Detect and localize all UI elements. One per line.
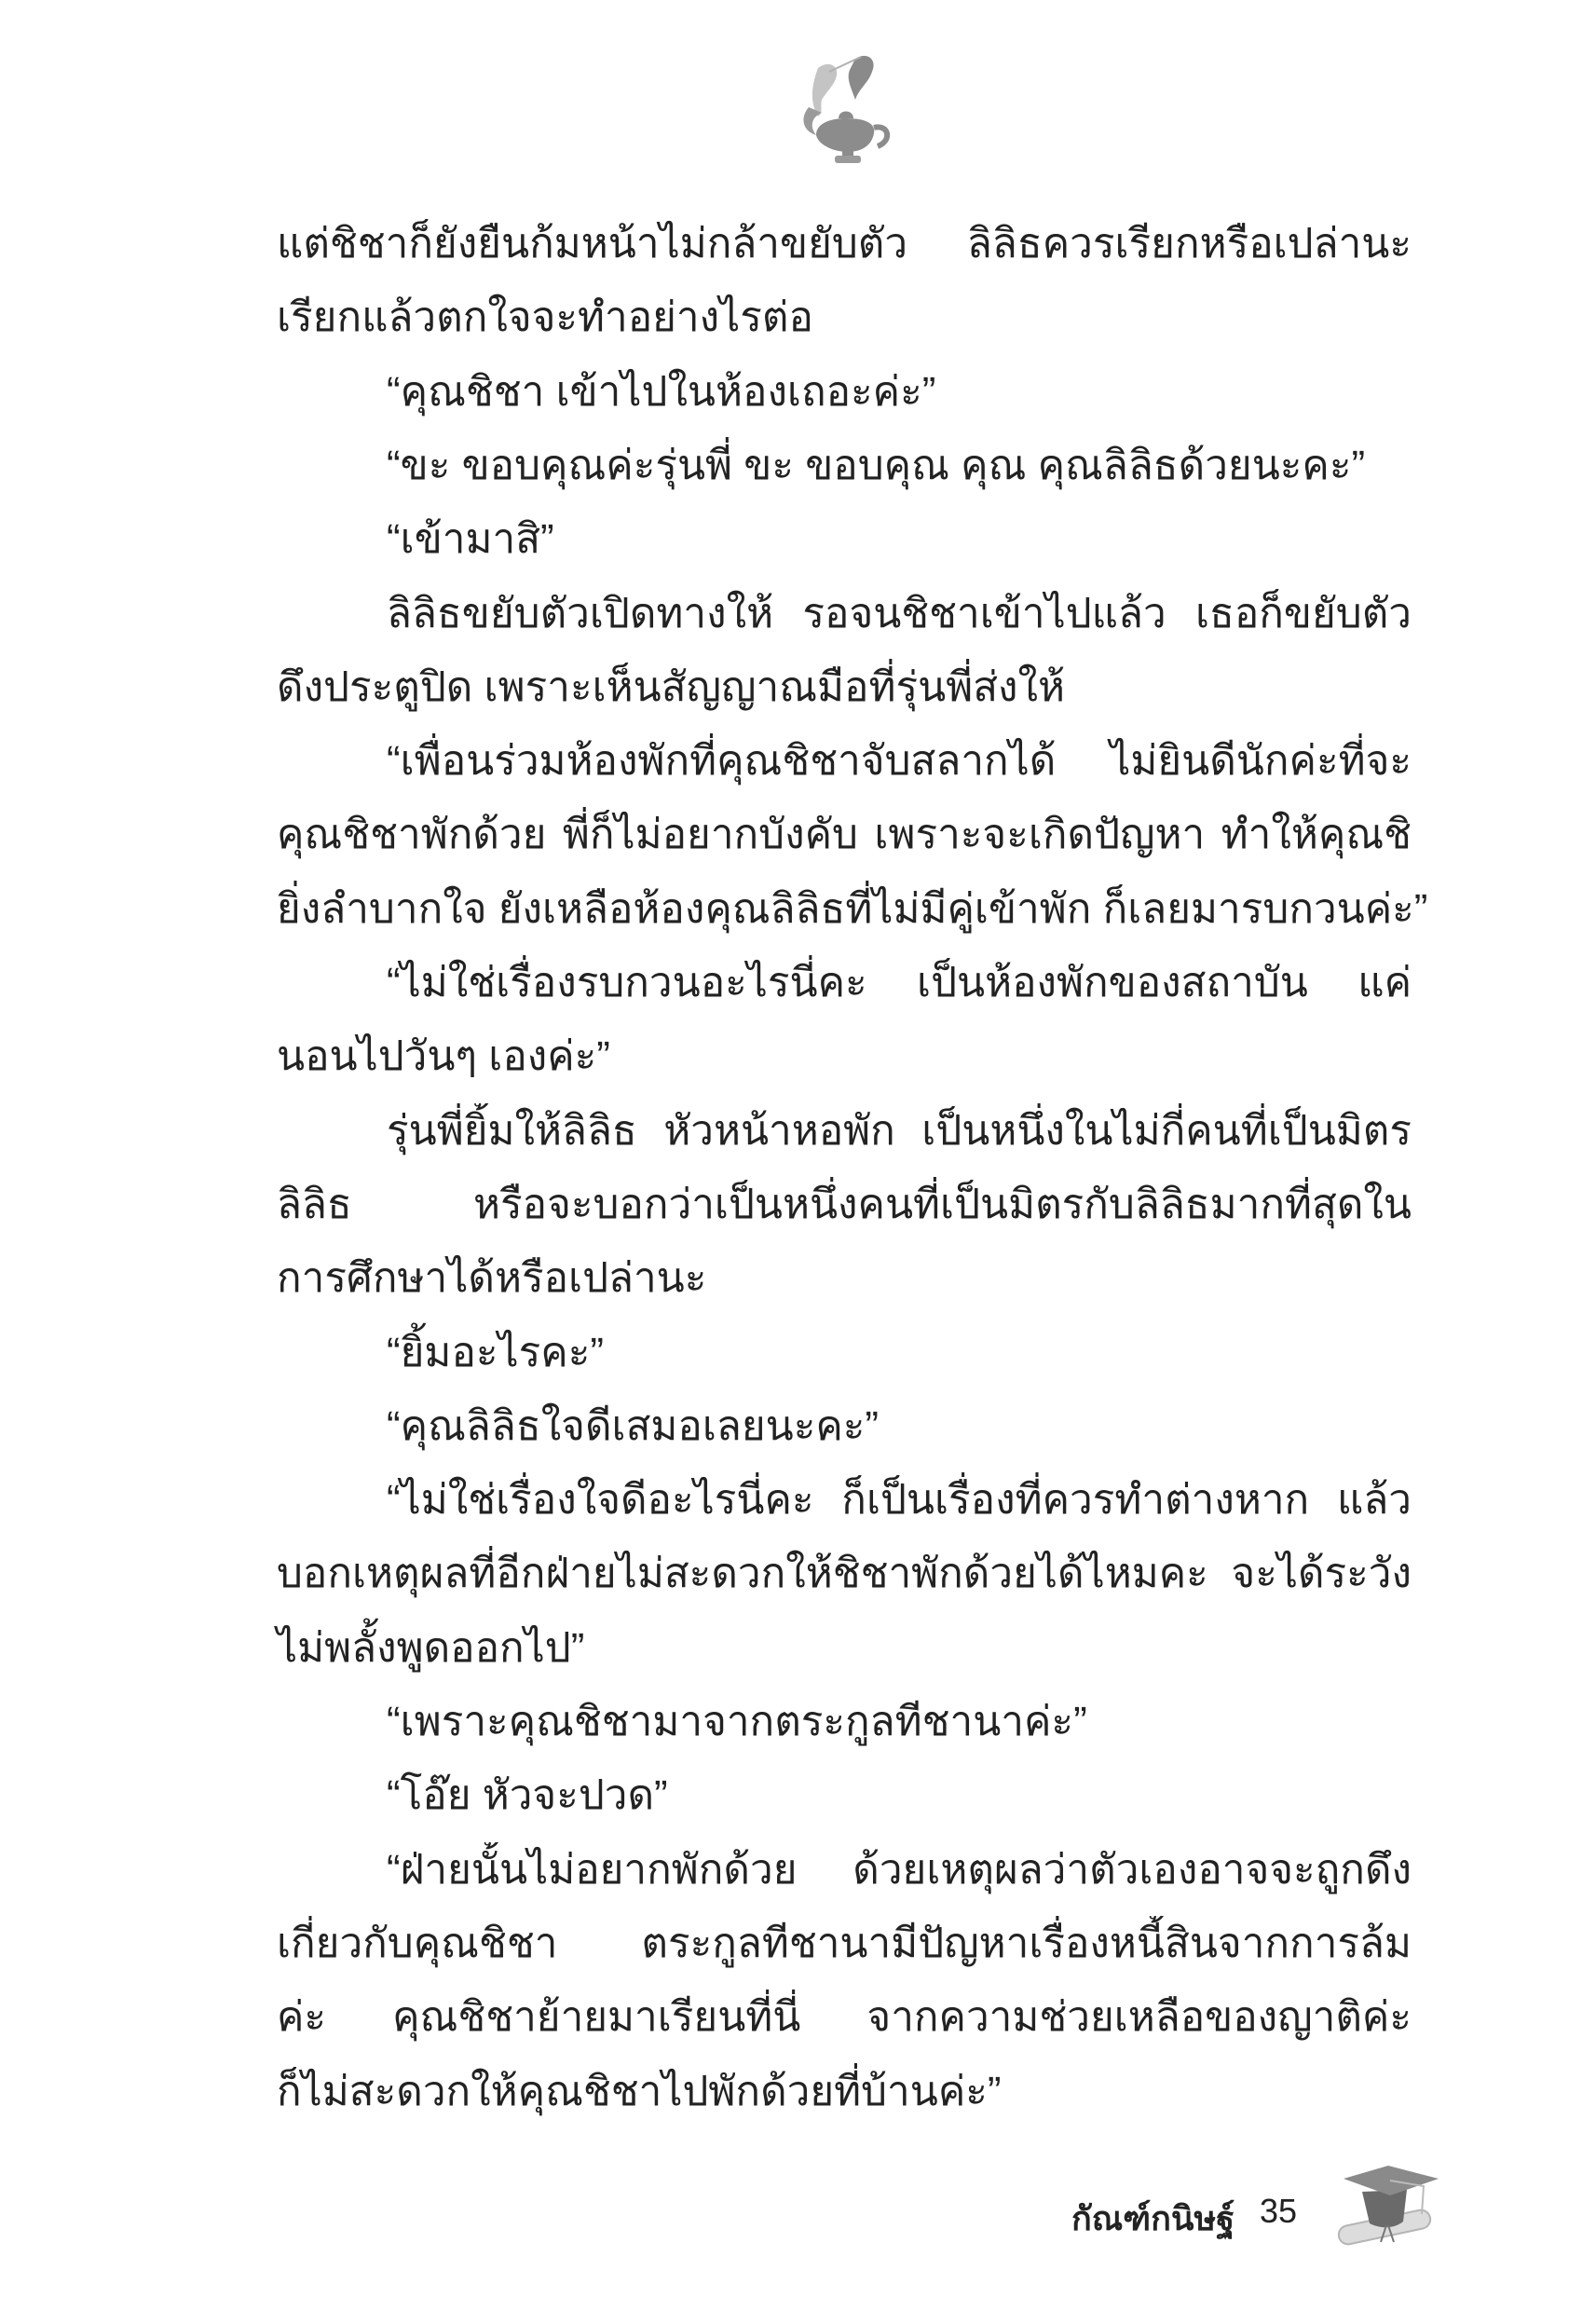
text-line: ยิ่งลำบากใจ ยังเหลือห้องคุณลิลิธที่ไม่มีคู่เข้าพัก ก็เลยมารบกวนค่ะ” xyxy=(277,885,1428,932)
text-line: แต่ชิชาก็ยังยืนก้มหน้าไม่กล้าขยับตัว ลิลิธควรเรียกหรือเปล่านะ xyxy=(277,221,1412,267)
text-line: ดึงประตูปิด เพราะเห็นสัญญาณมือที่รุ่นพี่ส่งให้ xyxy=(277,663,1066,710)
text-line: ก็ไม่สะดวกให้คุณชิชาไปพักด้วยที่บ้านค่ะ” xyxy=(277,2068,1002,2114)
text-line: ค่ะ คุณชิชาย้ายมาเรียนที่นี่ จากความช่วยเหลือของญาติค่ะ xyxy=(277,1994,1412,2041)
text-line: “เพื่อนร่วมห้องพักที่คุณชิชาจับสลากได้ ไม่ยินดีนักค่ะที่จะ xyxy=(387,738,1412,785)
text-line: “โอ๊ย หัวจะปวด” xyxy=(387,1772,668,1819)
text-line: เกี่ยวกับคุณชิชา ตระกูลทีชานามีปัญหาเรื่องหนี้สินจากการล้ม xyxy=(277,1920,1412,1966)
graduation-cap-diploma-icon xyxy=(1334,2164,1446,2248)
page-number: 35 xyxy=(1260,2192,1298,2230)
text-line: “เพราะคุณชิชามาจากตระกูลทีชานาค่ะ” xyxy=(387,1699,1087,1744)
text-line: “เข้ามาสิ” xyxy=(387,516,554,563)
text-line: “ขะ ขอบคุณค่ะรุ่นพี่ ขะ ขอบคุณ คุณ คุณลิลิธด้วยนะคะ” xyxy=(387,442,1366,488)
text-line: บอกเหตุผลที่อีกฝ่ายไม่สะดวกให้ชิชาพักด้วยได้ไหมคะ จะได้ระวัง xyxy=(277,1551,1412,1597)
text-line: คุณชิชาพักด้วย พี่ก็ไม่อยากบังคับ เพราะจะเกิดปัญหา ทำให้คุณชิ xyxy=(277,812,1412,858)
text-line: “ไม่ใช่เรื่องใจดีอะไรนี่คะ ก็เป็นเรื่องที่ควรทำต่างหาก แล้ว xyxy=(387,1477,1412,1524)
text-line: นอนไปวันๆ เองค่ะ” xyxy=(277,1033,610,1080)
book-title: กัณฑ์กนิษฐ์ xyxy=(1071,2199,1235,2237)
text-line: ลิลิธ หรือจะบอกว่าเป็นหนึ่งคนที่เป็นมิตรกับลิลิธมากที่สุดใน xyxy=(277,1181,1412,1227)
text-line: เรียกแล้วตกใจจะทำอย่างไรต่อ xyxy=(277,294,813,341)
text-line: ลิลิธขยับตัวเปิดทางให้ รอจนชิชาเข้าไปแล้ว เธอก็ขยับตัว xyxy=(387,590,1412,636)
text-line: “ไม่ใช่เรื่องรบกวนอะไรนี่คะ เป็นห้องพักของสถาบัน แค่ xyxy=(387,960,1412,1005)
text-line: “คุณชิชา เข้าไปในห้องเถอะค่ะ” xyxy=(387,368,936,415)
text-line: รุ่นพี่ยิ้มให้ลิลิธ หัวหน้าหอพัก เป็นหนึ่งในไม่กี่คนที่เป็นมิตร xyxy=(387,1107,1412,1154)
text-line: “ฝ่ายนั้นไม่อยากพักด้วย ด้วยเหตุผลว่าตัวเองอาจจะถูกดึง xyxy=(387,1846,1412,1893)
text-line: “ยิ้มอะไรคะ” xyxy=(387,1329,604,1375)
text-line: “คุณลิลิธใจดีเสมอเลยนะคะ” xyxy=(387,1402,880,1449)
text-line: ไม่พลั้งพูดออกไป” xyxy=(277,1624,585,1671)
text-line: การศึกษาได้หรือเปล่านะ xyxy=(277,1255,707,1302)
